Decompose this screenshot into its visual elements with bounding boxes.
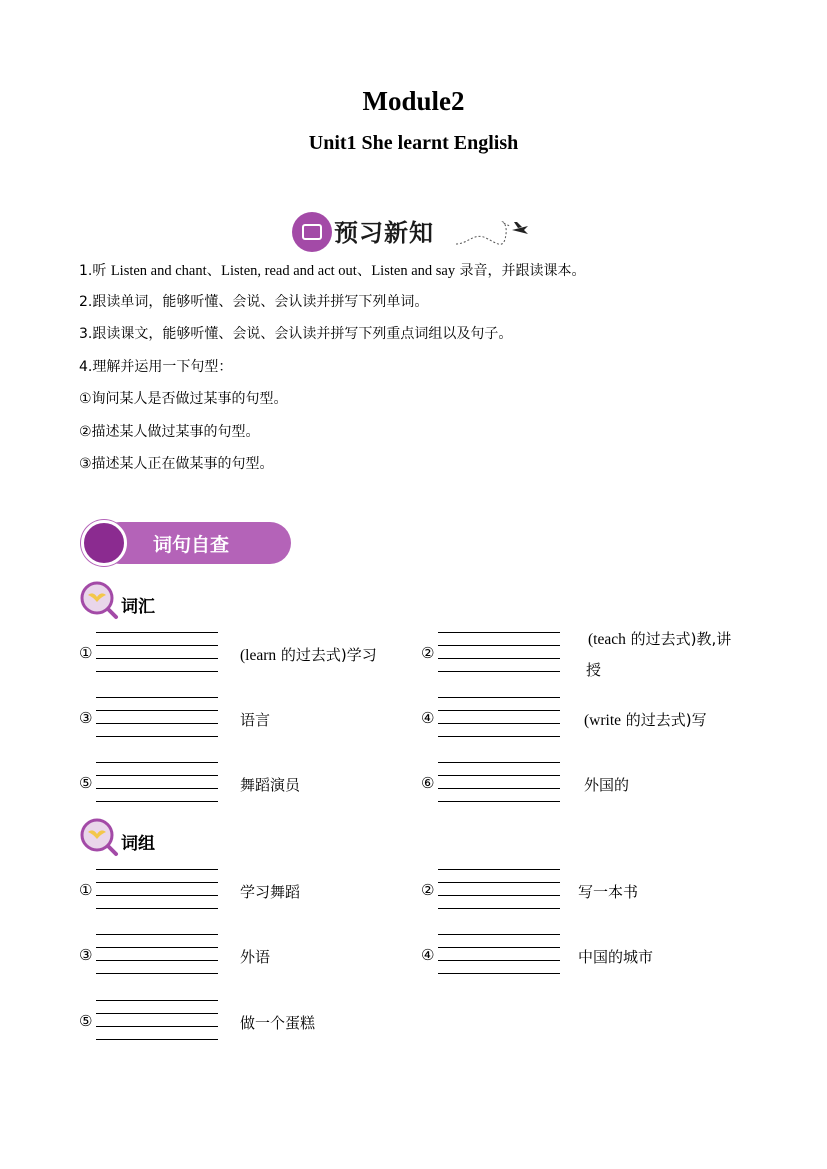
answer-blank[interactable] <box>438 645 560 646</box>
answer-blank[interactable] <box>96 697 218 698</box>
magnifier-icon <box>79 817 119 857</box>
answer-blank[interactable] <box>96 1026 218 1027</box>
item-number: ② <box>421 881 435 899</box>
answer-blank[interactable] <box>96 762 218 763</box>
item-number: ⑤ <box>79 1012 93 1030</box>
answer-blank[interactable] <box>96 908 218 909</box>
answer-blank[interactable] <box>96 645 218 646</box>
answer-blank[interactable] <box>96 658 218 659</box>
answer-blank[interactable] <box>438 671 560 672</box>
item-number: ③ <box>79 709 93 727</box>
objective-text: 1.听 <box>79 263 111 279</box>
answer-blank[interactable] <box>438 788 560 789</box>
objective-line-7: ③描述某人正在做某事的句型。 <box>79 456 274 472</box>
vocab-hint: 舞蹈演员 <box>240 776 301 794</box>
vocab-hint <box>584 709 707 730</box>
hint-cn: 的过去式)写 <box>621 711 707 729</box>
banner-label: 预习新知 <box>334 219 434 247</box>
answer-blank[interactable] <box>438 895 560 896</box>
answer-blank[interactable] <box>96 973 218 974</box>
section-badge <box>81 520 127 566</box>
answer-blank[interactable] <box>438 723 560 724</box>
answer-blank[interactable] <box>438 710 560 711</box>
item-number: ① <box>79 881 93 899</box>
item-number: ④ <box>421 946 435 964</box>
section-label: 词句自查 <box>153 534 230 556</box>
objective-en-text: Listen and chant、Listen, read and act out、Listen and say <box>110 263 456 279</box>
section-header <box>81 520 293 566</box>
item-number: ③ <box>79 946 93 964</box>
objective-line-2: 2.跟读单词，能够听懂、会说、会认读并拼写下列单词。 <box>79 294 429 310</box>
answer-blank[interactable] <box>438 973 560 974</box>
vocab-hint-continued: 授 <box>586 661 602 679</box>
phrase-hint: 学习舞蹈 <box>240 883 301 901</box>
image-icon <box>302 224 322 240</box>
vocab-hint <box>240 644 377 665</box>
answer-blank[interactable] <box>96 1013 218 1014</box>
answer-blank[interactable] <box>438 658 560 659</box>
answer-blank[interactable] <box>96 934 218 935</box>
answer-blank[interactable] <box>96 801 218 802</box>
phrase-hint: 中国的城市 <box>578 948 654 966</box>
phrase-hint: 做一个蛋糕 <box>240 1014 316 1032</box>
vocab-hint: 外国的 <box>584 776 630 794</box>
answer-blank[interactable] <box>438 869 560 870</box>
answer-blank[interactable] <box>96 788 218 789</box>
item-number: ② <box>421 644 435 662</box>
preview-banner <box>292 208 542 254</box>
answer-blank[interactable] <box>96 710 218 711</box>
answer-blank[interactable] <box>438 775 560 776</box>
objective-text: 录音，并跟读课本。 <box>455 263 586 279</box>
phrases-heading <box>79 817 279 859</box>
page-title: Module2 <box>362 86 465 116</box>
answer-blank[interactable] <box>96 1039 218 1040</box>
answer-blank[interactable] <box>96 1000 218 1001</box>
page-subtitle: Unit1 She learnt English <box>308 132 519 154</box>
answer-blank[interactable] <box>438 762 560 763</box>
answer-blank[interactable] <box>96 869 218 870</box>
vocab-heading <box>79 580 279 622</box>
item-number: ① <box>79 644 93 662</box>
answer-blank[interactable] <box>96 960 218 961</box>
item-number: ⑥ <box>421 774 435 792</box>
objective-line-5: ①询问某人是否做过某事的句型。 <box>79 391 288 407</box>
vocab-hint <box>588 628 731 649</box>
answer-blank[interactable] <box>438 697 560 698</box>
objective-line-1 <box>79 259 586 280</box>
item-number: ④ <box>421 709 435 727</box>
objective-line-6: ②描述某人做过某事的句型。 <box>79 424 260 440</box>
answer-blank[interactable] <box>438 801 560 802</box>
answer-blank[interactable] <box>438 934 560 935</box>
answer-blank[interactable] <box>96 882 218 883</box>
objective-line-4: 4.理解并运用一下句型： <box>79 359 233 375</box>
objective-line-3: 3.跟读课文，能够听懂、会说、会认读并拼写下列重点词组以及句子。 <box>79 326 513 342</box>
answer-blank[interactable] <box>438 882 560 883</box>
answer-blank[interactable] <box>96 723 218 724</box>
hint-en: (teach <box>588 631 626 648</box>
answer-blank[interactable] <box>96 671 218 672</box>
answer-blank[interactable] <box>438 908 560 909</box>
answer-blank[interactable] <box>438 947 560 948</box>
banner-badge <box>292 212 332 252</box>
answer-blank[interactable] <box>96 947 218 948</box>
answer-blank[interactable] <box>438 960 560 961</box>
phrase-hint: 外语 <box>240 948 271 966</box>
vocab-heading-label: 词汇 <box>121 597 155 617</box>
magnifier-icon <box>79 580 119 620</box>
phrase-hint: 写一本书 <box>578 883 639 901</box>
hint-en: (write <box>584 712 622 729</box>
answer-blank[interactable] <box>96 632 218 633</box>
hint-en: (learn <box>240 647 277 664</box>
phrases-heading-label: 词组 <box>121 834 155 854</box>
answer-blank[interactable] <box>438 736 560 737</box>
hint-cn: 的过去式)教,讲 <box>625 630 732 648</box>
answer-blank[interactable] <box>96 895 218 896</box>
airplane-icon <box>454 214 530 250</box>
answer-blank[interactable] <box>96 736 218 737</box>
item-number: ⑤ <box>79 774 93 792</box>
hint-cn: 的过去式)学习 <box>276 646 377 664</box>
answer-blank[interactable] <box>438 632 560 633</box>
vocab-hint: 语言 <box>240 711 271 729</box>
answer-blank[interactable] <box>96 775 218 776</box>
